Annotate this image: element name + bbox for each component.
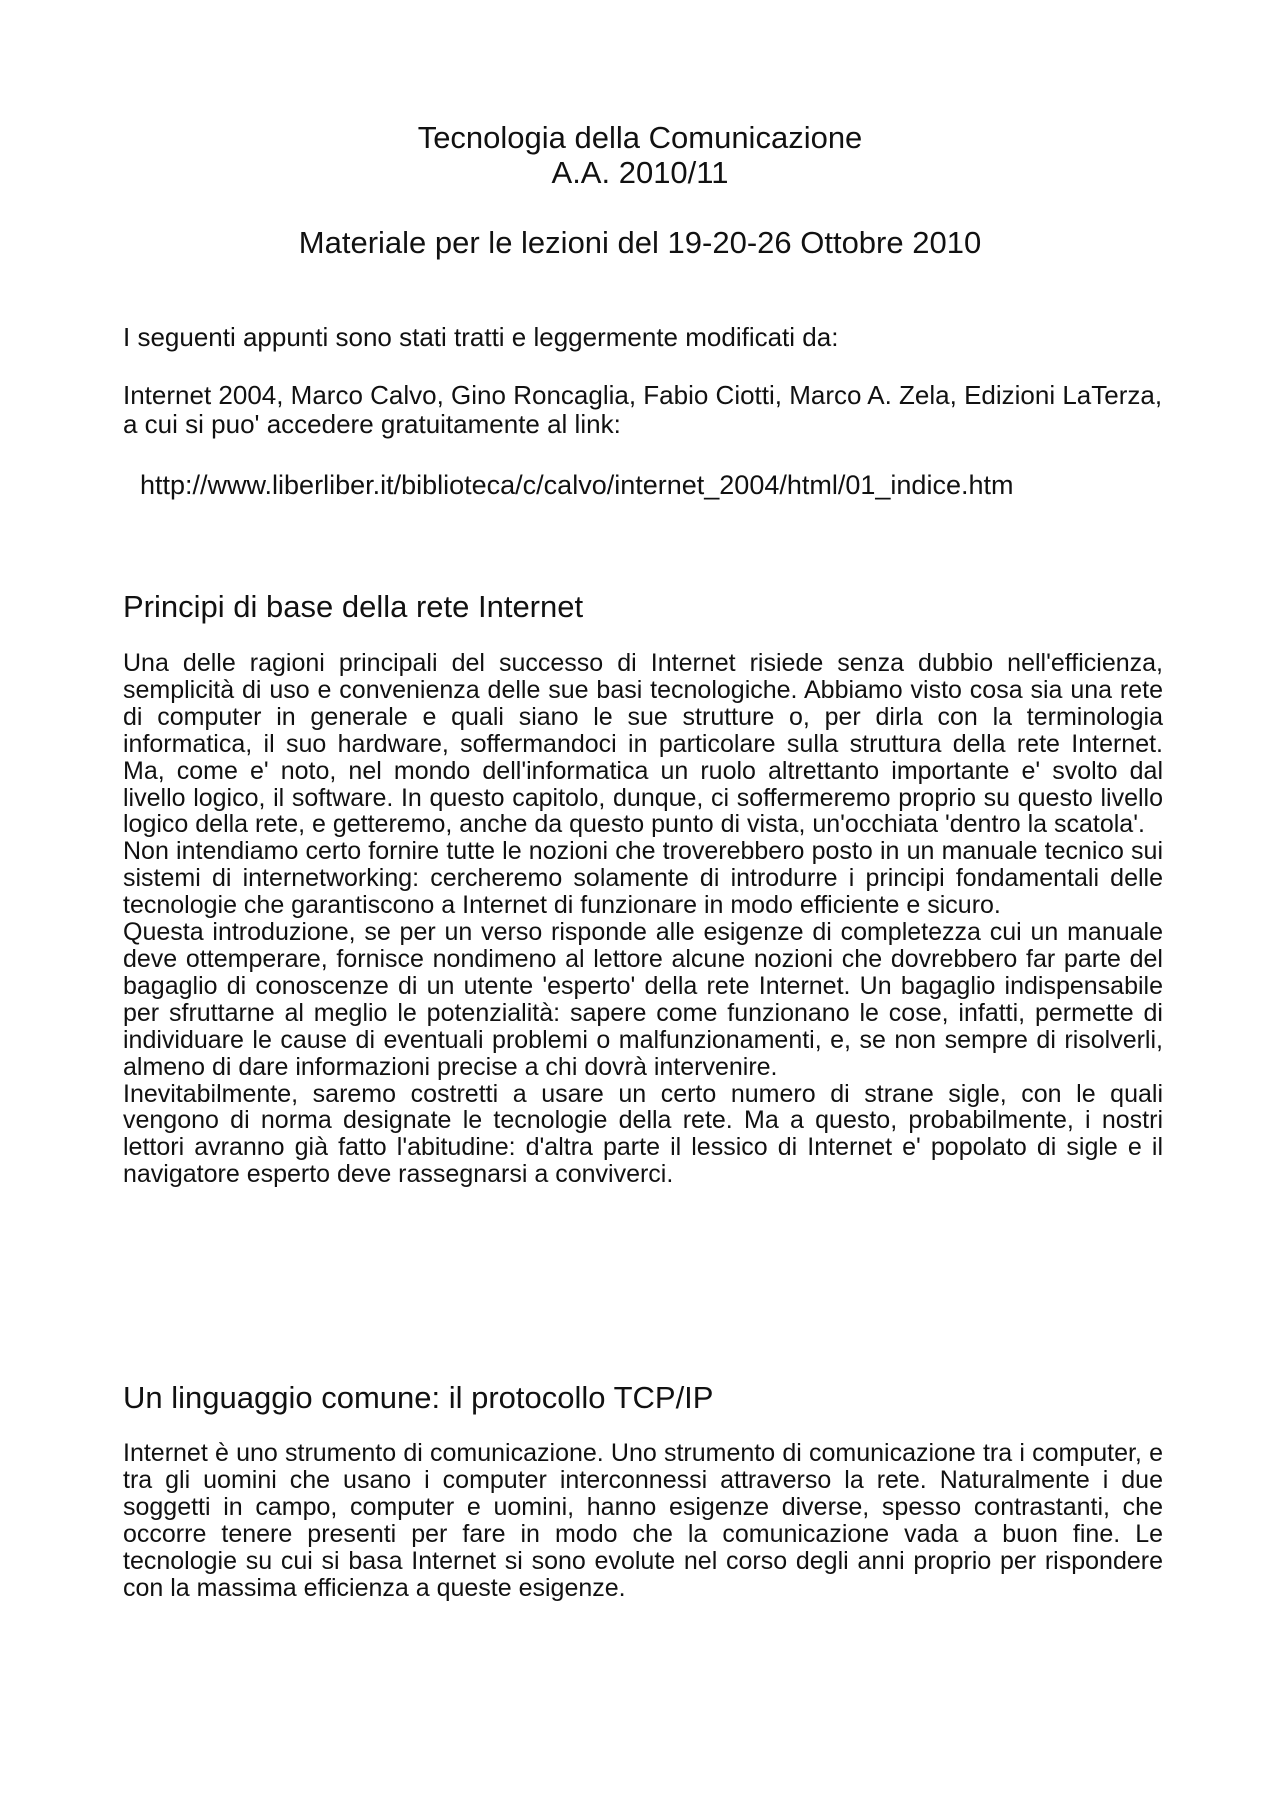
paragraph: Internet è uno strumento di comunicazione. Uno strumento di comunicazione tra i computer, e tra gli uomini che usano i computer interconnessi attraverso la rete. Naturalmente i due soggetti in campo, computer e uomini, hanno esigenze diverse, spesso contrastanti, che occorre tenere presenti per fare in modo che la comunicazione vada a buon fine. Le tecnologie su cui si basa Internet si sono evolute nel corso degli anni proprio per rispondere con la massima efficienza a queste esigenze. [123,1439,1163,1602]
section-principi-body [123,650,1163,1188]
paragraph: Questa introduzione, se per un verso risponde alle esigenze di completezza cui un manuale deve ottemperare, fornisce nondimeno al lettore alcune nozioni che dovrebbero far parte del bagaglio di conoscenze di un utente 'esperto' della rete Internet. Un bagaglio indispensabile per sfruttarne al meglio le potenzialità: sapere come funzionano le cose, infatti, permette di individuare le cause di eventuali problemi o malfunzionamenti, e, se non sempre di risolverli, almeno di dare informazioni precise a chi dovrà intervenire. [123,918,1163,1081]
section-heading-principi: Principi di base della rete Internet [123,589,584,624]
academic-year: A.A. 2010/11 [551,155,729,190]
paragraph: Non intendiamo certo fornire tutte le nozioni che troverebbero posto in un manuale tecnico sui sistemi di internetworking: cercheremo solamente di introdurre i principi fondamentali delle tecnologie che garantiscono a Internet di funzionare in modo efficiente e sicuro. [123,837,1163,920]
lecture-material-line: Materiale per le lezioni del 19-20-26 Ottobre 2010 [298,225,982,260]
section-heading-tcp-ip: Un linguaggio comune: il protocollo TCP/IP [123,1380,714,1415]
course-title: Tecnologia della Comunicazione [417,120,863,155]
section-tcp-ip-body [123,1440,1163,1601]
source-link[interactable]: http://www.liberliber.it/biblioteca/c/calvo/internet_2004/html/01_indice.htm [140,470,1014,500]
source-citation: Internet 2004, Marco Calvo, Gino Roncaglia, Fabio Ciotti, Marco A. Zela, Edizioni LaTerza, a cui si puo' accedere gratuitamente al link: [123,380,1163,439]
paragraph: Inevitabilmente, saremo costretti a usare un certo numero di strane sigle, con le quali vengono di norma designate le tecnologie della rete. Ma a questo, probabilmente, i nostri lettori avranno già fatto l'abitudine: d'altra parte il lessico di Internet e' popolato di sigle e il navigatore esperto deve rassegnarsi a conviverci. [123,1079,1163,1189]
paragraph: Una delle ragioni principali del successo di Internet risiede senza dubbio nell'efficienza, semplicità di uso e convenienza delle sue basi tecnologiche. Abbiamo visto cosa sia una rete di computer in generale e quali siano le sue strutture o, per dirla con la terminologia informatica, il suo hardware, soffermandoci in particolare sulla struttura della rete Internet. Ma, come e' noto, nel mondo dell'informatica un ruolo altrettanto importante e' svolto dal livello logico, il software. In questo capitolo, dunque, ci soffermeremo proprio su questo livello logico della rete, e getteremo, anche da questo punto di vista, un'occhiata 'dentro la scatola'. [123,649,1163,839]
intro-line: I seguenti appunti sono stati tratti e leggermente modificati da: [123,322,839,352]
